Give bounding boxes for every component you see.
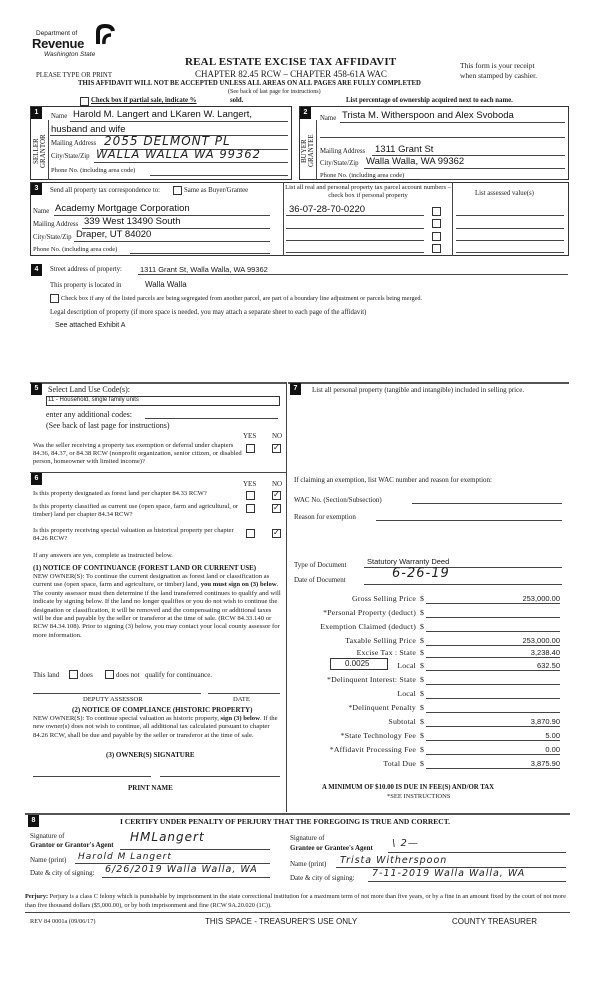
does-qualify-checkbox[interactable] xyxy=(69,670,78,679)
legal-description-field[interactable]: See attached Exhibit A xyxy=(55,322,126,329)
notice-compliance-title: (2) NOTICE OF COMPLIANCE (HISTORIC PROPERTY) xyxy=(72,706,253,714)
exemption-question: Was the seller receiving a property tax exemption or deferral under chapters 84.36, 84.37, or 84.38 RCW (nonprofit organization, senior citizen, or disabled person, homeowner with limited income)? xyxy=(33,442,242,466)
receipt-note-2: when stamped by cashier. xyxy=(460,71,538,80)
doc-date-field[interactable]: 6-26-19 xyxy=(392,566,450,581)
grantor-name-label: Name (print) xyxy=(30,856,67,864)
buyer-city-label: City/State/Zip xyxy=(320,160,359,167)
corr-phone-field[interactable] xyxy=(130,253,270,254)
does-label: does xyxy=(80,671,93,679)
reason-field[interactable] xyxy=(376,520,562,521)
parcel-assessed-2[interactable] xyxy=(456,228,564,229)
delinquent-penalty-label: *Delinquent Penalty xyxy=(348,703,416,712)
dor-logo-icon xyxy=(94,24,116,46)
current-use-question: Is this property classified as current use (open space, farm and agricultural, or timber) land per chapter 84.34 RCW? xyxy=(33,503,239,519)
parcels-header: List all real and personal property tax parcel account numbers – check box if personal property xyxy=(285,184,451,199)
buyer-mailing-field[interactable]: 1311 Grant St xyxy=(375,144,434,155)
exemption-claimed-label: Exemption Claimed (deduct) xyxy=(320,622,416,631)
dor-logo xyxy=(32,24,122,64)
historical-yes-checkbox[interactable] xyxy=(246,529,255,538)
section-7-number: 7 xyxy=(290,383,301,395)
corr-city-field[interactable]: Draper, UT 84020 xyxy=(76,229,152,240)
corr-name-field[interactable]: Academy Mortgage Corporation xyxy=(55,203,190,214)
receipt-note-1: This form is your receipt xyxy=(460,61,535,70)
logo-name: Revenue xyxy=(32,36,85,51)
seller-grantor-label: SELLER GRANTOR xyxy=(32,134,47,168)
forest-land-no-checkbox[interactable] xyxy=(272,491,281,500)
see-back-note: (See back of last page for instructions) xyxy=(228,89,321,95)
affidavit-processing-fee-label: *Affidavit Processing Fee xyxy=(329,745,416,754)
section-3-number: 3 xyxy=(31,183,42,195)
qualify-label: qualify for continuance. xyxy=(145,671,213,679)
total-due-label: Total Due xyxy=(383,759,416,768)
seller-name-label: Name xyxy=(51,113,68,120)
state-technology-fee-value[interactable]: 5.00 xyxy=(545,731,560,740)
reason-label: Reason for exemption xyxy=(294,513,356,521)
located-in-label: This property is located in xyxy=(50,282,122,289)
doc-type-label: Type of Document xyxy=(294,561,347,569)
grantor-date-label: Date & city of signing: xyxy=(30,869,95,877)
deputy-assessor-line[interactable] xyxy=(33,693,201,694)
page-title: REAL ESTATE EXCISE TAX AFFIDAVIT xyxy=(185,56,397,68)
buyer-phone-label: Phone No. (including area code) xyxy=(320,172,405,179)
affidavit-processing-fee-value[interactable]: 0.00 xyxy=(545,745,560,754)
certify-statement: I CERTIFY UNDER PENALTY OF PERJURY THAT THE FOREGOING IS TRUE AND CORRECT. xyxy=(120,817,451,826)
excise-tax-local-value[interactable]: 632.50 xyxy=(537,661,560,670)
seller-name-line2[interactable]: husband and wife xyxy=(51,124,126,135)
additional-codes-field[interactable] xyxy=(145,418,278,419)
section-6-number: 6 xyxy=(31,473,42,485)
taxable-selling-price-value[interactable]: 253,000.00 xyxy=(522,636,560,645)
partial-sale-checkbox[interactable] xyxy=(80,97,89,106)
grantor-name-field[interactable]: Harold M Langert xyxy=(78,852,172,862)
parcel-number-1[interactable]: 36-07-28-70-0220 xyxy=(289,204,366,215)
corr-mailing-label: Mailing Address xyxy=(33,221,79,228)
located-in-field[interactable]: Walla Walla xyxy=(145,280,187,289)
grantee-date-label: Date & city of signing: xyxy=(290,874,355,882)
parcel-number-2[interactable] xyxy=(286,228,424,229)
does-not-label: does not xyxy=(116,671,140,679)
same-as-buyer-checkbox[interactable] xyxy=(173,186,182,195)
state-technology-fee-label: *State Technology Fee xyxy=(340,731,416,740)
excise-tax-state-value[interactable]: 3,238.40 xyxy=(530,648,560,657)
forest-land-yes-checkbox[interactable] xyxy=(246,491,255,500)
form-id: REV 84 0001a (09/06/17) xyxy=(30,918,96,925)
date-label: DATE xyxy=(233,696,250,703)
yes-header-6: YES xyxy=(243,480,257,488)
same-as-buyer-label: Same as Buyer/Grantee xyxy=(184,187,249,194)
assessor-date-line[interactable] xyxy=(208,693,280,694)
additional-codes-label: enter any additional codes: xyxy=(46,410,132,419)
parcel-assessed-1[interactable] xyxy=(456,215,564,216)
segregated-label: Check box if any of the listed parcels are being segregated from another parcel, are part of a boundary line adjustment or parcels being merged. xyxy=(61,295,423,302)
buyer-grantee-label: BUYER GRANTEE xyxy=(300,134,315,168)
parcel-personal-checkbox-4[interactable] xyxy=(432,244,441,253)
grantee-signature-field[interactable]: \ 2— xyxy=(392,838,419,849)
parcel-personal-checkbox-2[interactable] xyxy=(432,219,441,228)
current-use-yes-checkbox[interactable] xyxy=(246,504,255,513)
seller-name-field[interactable]: Harold M. Langert and LKaren W. Langert, xyxy=(73,109,253,120)
treasurer-space-label: THIS SPACE - TREASURER'S USE ONLY xyxy=(205,917,358,926)
parcel-assessed-3[interactable] xyxy=(456,240,564,241)
deputy-assessor-label: DEPUTY ASSESSOR xyxy=(83,696,143,703)
subtotal-label: Subtotal xyxy=(388,717,416,726)
no-header-5: NO xyxy=(272,432,283,440)
section-4-number: 4 xyxy=(31,264,42,276)
grantor-sig-label-2: Grantor or Grantor's Agent xyxy=(30,841,114,849)
grantor-sig-label-1: Signature of xyxy=(30,832,65,840)
logo-dept: Department of xyxy=(36,30,78,37)
corr-phone-label: Phone No. (including area code) xyxy=(33,246,118,253)
yes-header-5: YES xyxy=(243,432,257,440)
notice-continuance-text: NEW OWNER(S): To continue the current designation as forest land or classification as current use (open space, farm and agriculture, or timber) land, you must sign on (3) below. The county assessor must then determine if the land transferred continues to qualify and will indicate by signing below. If the land no longer qualifies or you do not wish to continue the designation or classification, it will be removed and the compensating or additional taxes will be due and payable by the seller or transferor at the time of sale. (RCW 84.33.140 or RCW 84.34.108). Prior to signing (3) below, you may contact your local county assessor for more information. xyxy=(33,573,281,639)
seller-phone-field[interactable] xyxy=(150,175,288,176)
historical-question: Is this property receiving special valuation as historical property per chapter 84.26 RCW? xyxy=(33,527,234,543)
corr-city-label: City/State/Zip xyxy=(33,234,72,241)
parcel-number-3[interactable] xyxy=(286,240,424,241)
ownership-note: List percentage of ownership acquired next to each name. xyxy=(346,97,513,104)
taxable-selling-price-label: Taxable Selling Price xyxy=(345,636,416,645)
assessed-header: List assessed value(s) xyxy=(475,190,534,197)
doc-type-field[interactable]: Statutory Warranty Deed xyxy=(367,557,450,566)
land-use-value: 11 - Household, single family units xyxy=(48,397,139,403)
parcel-personal-checkbox-3[interactable] xyxy=(432,232,441,241)
street-address-label: Street address of property: xyxy=(50,266,122,273)
county-treasurer-label: COUNTY TREASURER xyxy=(452,917,538,926)
gross-selling-price-value[interactable]: 253,000.00 xyxy=(522,594,560,603)
owner-signature-line[interactable] xyxy=(33,776,151,777)
notice-continuance-title: (1) NOTICE OF CONTINUANCE (FOREST LAND OR CURRENT USE) xyxy=(33,564,257,572)
excise-tax-local-label: Local xyxy=(397,661,416,670)
seller-city-field[interactable]: WALLA WALLA WA 99362 xyxy=(96,147,261,161)
see-instructions-note: *SEE INSTRUCTIONS xyxy=(387,793,451,800)
buyer-name-field[interactable]: Trista M. Witherspoon and Alex Svoboda xyxy=(342,110,514,121)
seller-phone-label: Phone No. (including area code) xyxy=(51,167,136,174)
minimum-due-note: A MINIMUM OF $10.00 IS DUE IN FEE(S) AND/OR TAX xyxy=(322,784,495,791)
seller-city-label: City/State/Zip xyxy=(51,153,90,160)
wac-field[interactable] xyxy=(412,503,562,504)
segregated-checkbox[interactable] xyxy=(50,294,59,303)
if-yes-note: If any answers are yes, complete as instructed below. xyxy=(33,552,173,559)
subtotal-value[interactable]: 3,870.90 xyxy=(530,717,560,726)
corr-name-label: Name xyxy=(33,208,50,215)
grantee-sig-label-2: Grantee or Grantee's Agent xyxy=(290,844,373,852)
personal-property-label: List all personal property (tangible and intangible) included in selling price. xyxy=(312,386,525,394)
parcel-number-4[interactable] xyxy=(286,252,424,253)
gross-selling-price-label: Gross Selling Price xyxy=(351,594,416,603)
this-land-label: This land xyxy=(33,671,60,679)
land-use-label: Select Land Use Code(s): xyxy=(48,385,130,394)
grantee-date-field[interactable]: 7-11-2019 Walla Walla, WA xyxy=(372,868,526,879)
see-back-instructions: (See back of last page for instructions) xyxy=(46,421,170,430)
exemption-intro: If claiming an exemption, list WAC number and reason for exemption: xyxy=(294,476,492,484)
send-correspondence-label: Send all property tax correspondence to: xyxy=(50,187,161,194)
section-1-number: 1 xyxy=(31,107,42,119)
buyer-phone-field[interactable] xyxy=(420,179,565,180)
street-address-field[interactable]: 1311 Grant St, Walla Walla, WA 99362 xyxy=(140,265,268,274)
wac-label: WAC No. (Section/Subsection) xyxy=(294,496,382,504)
buyer-city-field[interactable]: Walla Walla, WA 99362 xyxy=(366,156,465,167)
perjury-statement: Perjury: Perjury is a class C felony which is punishable by imprisonment in the state correctional institution for a maximum term of not more than five years, or by a fine in an amount fixed by the court of not more than five thousand dollars ($5,000.00), or by both imprisonment and fine (RCW 9A.20.020 (1C)). xyxy=(25,893,566,909)
warning-line: THIS AFFIDAVIT WILL NOT BE ACCEPTED UNLESS ALL AREAS ON ALL PAGES ARE FULLY COMPLETED xyxy=(78,80,421,87)
section-2-number: 2 xyxy=(300,107,311,119)
does-not-qualify-checkbox[interactable] xyxy=(105,670,114,679)
current-use-no-checkbox[interactable] xyxy=(272,504,281,513)
exemption-yes-checkbox[interactable] xyxy=(246,444,255,453)
legal-description-label: Legal description of property (if more space is needed, you may attach a separate sheet to each page of the affidavit) xyxy=(50,309,367,316)
grantee-name-field[interactable]: Trista Witherspoon xyxy=(340,855,448,866)
print-name-label: PRINT NAME xyxy=(128,784,173,792)
buyer-name-label: Name xyxy=(320,115,337,122)
partial-sale-sold: sold. xyxy=(230,97,244,104)
doc-date-label: Date of Document xyxy=(294,576,346,584)
grantor-signature-field[interactable]: HMLangert xyxy=(130,830,205,844)
owner-print-name-line[interactable] xyxy=(160,776,280,777)
grantee-name-label: Name (print) xyxy=(290,860,327,868)
no-header-6: NO xyxy=(272,480,283,488)
seller-mailing-field[interactable]: 2055 DELMONT PL xyxy=(104,134,231,148)
personal-property-deduct-label: *Personal Property (deduct) xyxy=(323,608,416,617)
logo-state: Washington State xyxy=(44,51,96,58)
seller-mailing-label: Mailing Address xyxy=(51,140,97,147)
grantor-date-field[interactable]: 6/26/2019 Walla Walla, WA xyxy=(105,864,258,875)
parcel-personal-checkbox-1[interactable] xyxy=(432,207,441,216)
section-5-number: 5 xyxy=(31,383,42,395)
notice-compliance-text: NEW OWNER(S): To continue special valuation as historic property, sign (3) below. If the new owner(s) does not wish to continue, all additional tax calculated pursuant to chapter 84.26 RCW, shall be due and payable by the seller or transferor at the time of sale. xyxy=(33,715,278,739)
historical-no-checkbox[interactable] xyxy=(272,529,281,538)
chapter-line: CHAPTER 82.45 RCW – CHAPTER 458-61A WAC xyxy=(195,69,387,79)
please-type-print: PLEASE TYPE OR PRINT xyxy=(36,72,112,79)
section-8-number: 8 xyxy=(28,815,39,827)
excise-tax-state-label: Excise Tax : State xyxy=(356,648,416,657)
parcel-assessed-4[interactable] xyxy=(456,252,564,253)
local-rate-value: 0.0025 xyxy=(345,659,370,668)
owner-signature-title: (3) OWNER(S) SIGNATURE xyxy=(106,751,195,759)
delinquent-interest-state-label: *Delinquent Interest: State xyxy=(327,675,416,684)
partial-sale-label: Check box if partial sale, indicate % xyxy=(91,97,197,104)
total-due-value[interactable]: 3,875.90 xyxy=(530,759,560,768)
delinquent-interest-local-label: Local xyxy=(397,689,416,698)
corr-mailing-field[interactable]: 339 West 13490 South xyxy=(84,216,181,227)
exemption-no-checkbox[interactable] xyxy=(272,444,281,453)
buyer-mailing-label: Mailing Address xyxy=(320,148,366,155)
forest-land-question: Is this property designated as forest land per chapter 84.33 RCW? xyxy=(33,490,207,497)
grantee-sig-label-1: Signature of xyxy=(290,834,325,842)
